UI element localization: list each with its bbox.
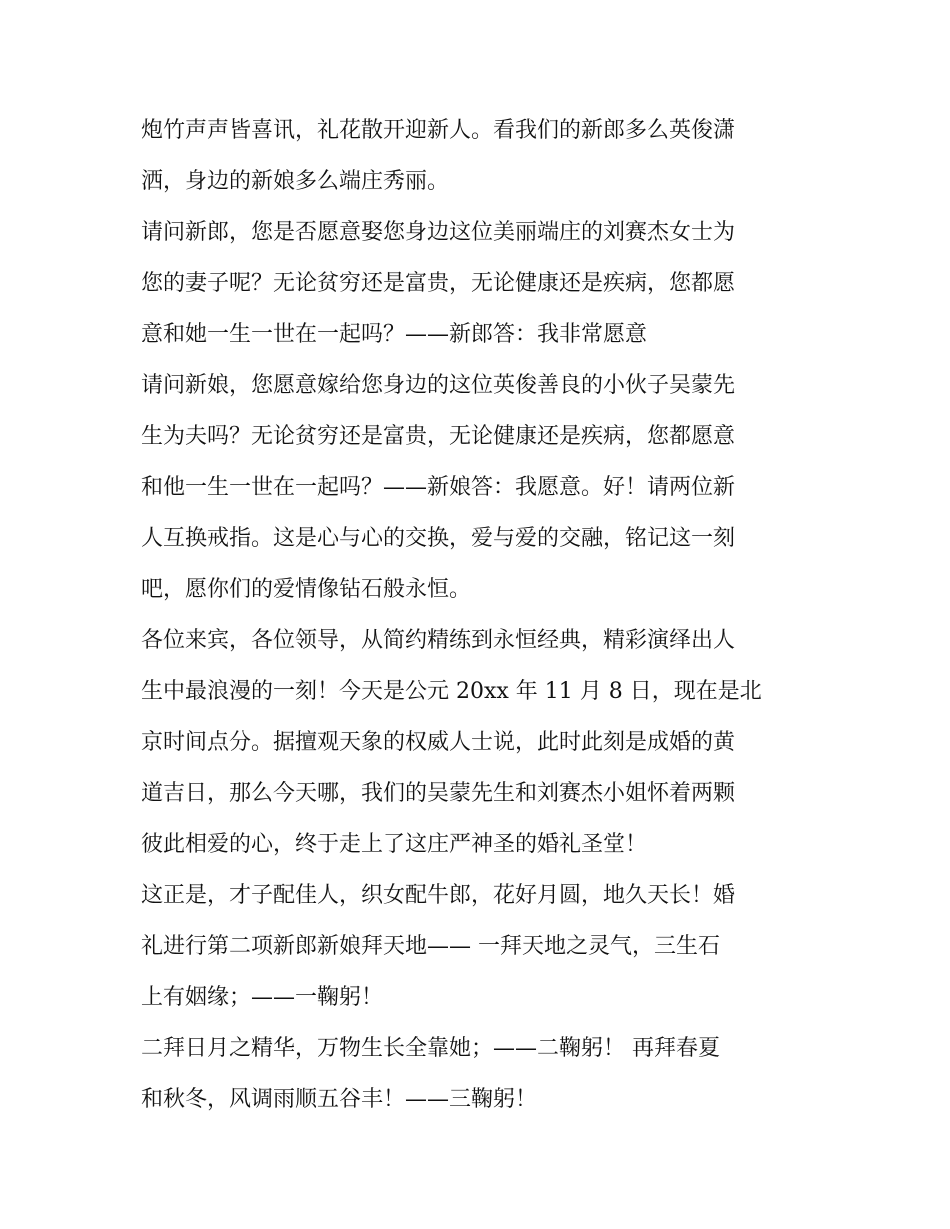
text-line: 吧，愿你们的爱情像钻石般永恒。	[141, 577, 472, 602]
text-line: 洒，身边的新娘多么端庄秀丽。	[141, 169, 450, 194]
text-line: 请问新郎，您是否愿意娶您身边这位美丽端庄的刘赛杰女士为	[141, 220, 736, 245]
text-line: 彼此相爱的心，终于走上了这庄严神圣的婚礼圣堂！	[141, 832, 648, 857]
text-line: 意和她一生一世在一起吗？——新郎答：我非常愿意	[141, 322, 648, 347]
text-line: 生为夫吗？无论贫穷还是富贵，无论健康还是疾病，您都愿意	[141, 424, 736, 449]
text-line: 生中最浪漫的一刻！今天是公元 20xx 年 11 月 8 日，现在是北	[141, 679, 762, 704]
text-line: 各位来宾，各位领导，从简约精练到永恒经典，精彩演绎出人	[141, 628, 736, 653]
text-line: 人互换戒指。这是心与心的交换，爱与爱的交融，铭记这一刻	[141, 526, 736, 551]
text-line: 道吉日，那么今天哪，我们的吴蒙先生和刘赛杰小姐怀着两颗	[141, 781, 736, 806]
text-line: 和他一生一世在一起吗？——新娘答：我愿意。好！请两位新	[141, 475, 736, 500]
text-line: 炮竹声声皆喜讯，礼花散开迎新人。看我们的新郎多么英俊潇	[141, 118, 736, 143]
text-line: 请问新娘，您愿意嫁给您身边的这位英俊善良的小伙子吴蒙先	[141, 373, 736, 398]
text-line: 京时间点分。据擅观天象的权威人士说，此时此刻是成婚的黄	[141, 730, 736, 755]
text-line: 礼进行第二项新郎新娘拜天地—— 一拜天地之灵气，三生石	[141, 934, 720, 959]
text-line: 和秋冬，风调雨顺五谷丰！——三鞠躬！	[141, 1087, 538, 1112]
text-line: 上有姻缘；——一鞠躬！	[141, 985, 384, 1010]
text-line: 这正是，才子配佳人，织女配牛郎，花好月圆，地久天长！婚	[141, 883, 736, 908]
document-body	[141, 105, 813, 1125]
text-line: 您的妻子呢？无论贫穷还是富贵，无论健康还是疾病，您都愿	[141, 271, 736, 296]
text-line: 二拜日月之精华，万物生长全靠她；——二鞠躬！ 再拜春夏	[141, 1036, 720, 1061]
